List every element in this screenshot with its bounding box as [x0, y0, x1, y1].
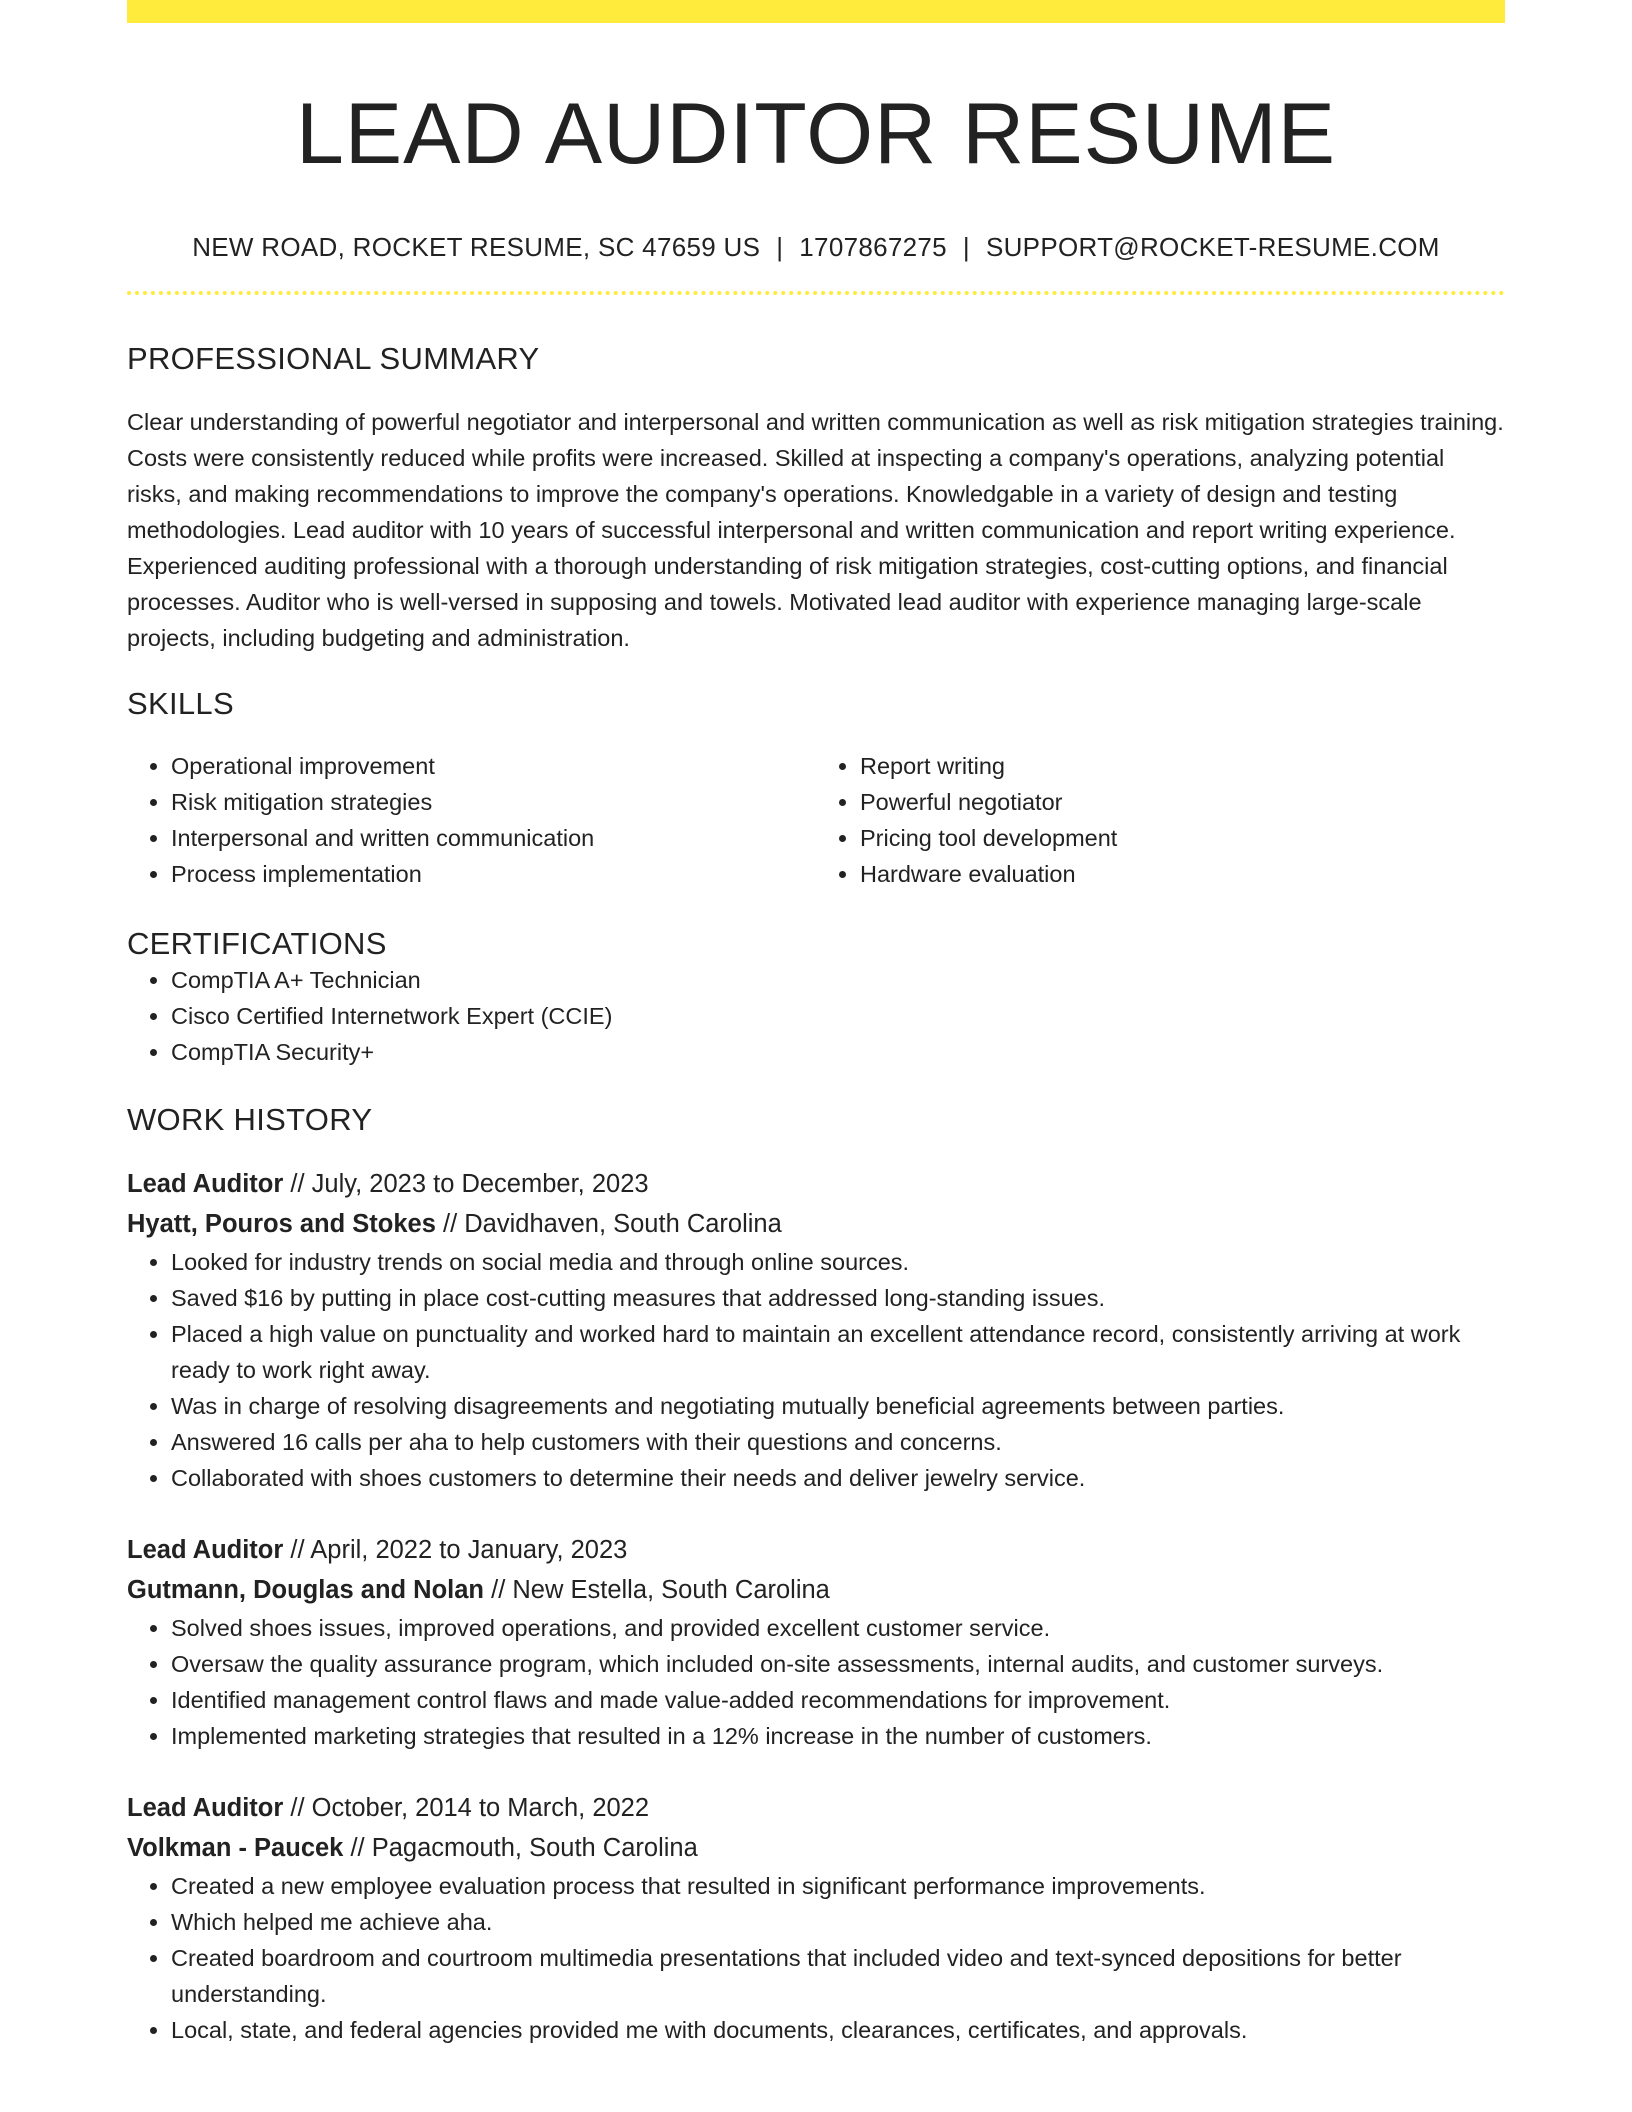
skill-item: • Process implementation [171, 856, 816, 892]
resume-title: LEAD AUDITOR RESUME [295, 86, 1337, 182]
skills-heading: SKILLS [127, 686, 234, 722]
job-separator: // [290, 1536, 305, 1565]
job-location: Pagacmouth, South Carolina [371, 1834, 698, 1863]
summary-text: Clear understanding of powerful negotiator and interpersonal and written communication as well as risk mitigation strategies training. Costs were consistently reduced while profits were increased. Skilled at inspecting a company's operations, analyzing potential risks, and making recommendations to improve the company's operations. Knowledgable in a variety of design and testing methodologies. Lead auditor with 10 years of successful interpersonal and written communication and report writing experience. Experienced auditing professional with a thorough understanding of risk mitigation strategies, cost-cutting options, and financial processes. Auditor who is well-versed in supposing and towels. Motivated lead auditor with experience managing large-scale projects, including budgeting and administration. [127, 409, 1504, 652]
job-dates: October, 2014 to March, 2022 [311, 1794, 650, 1823]
job-company: Volkman - Paucek [127, 1834, 344, 1863]
job-entry [127, 1788, 1505, 2048]
skill-item: • Report writing [860, 748, 1505, 784]
job-bullet: • Placed a high value on punctuality and worked hard to maintain an excellent attendance record, consistently arriving at work ready to work right away. [171, 1316, 1505, 1388]
job-bullet: • Looked for industry trends on social media and through online sources. [171, 1244, 1505, 1280]
job-separator: // [290, 1170, 305, 1199]
skill-item: • Hardware evaluation [860, 856, 1505, 892]
skill-item: • Interpersonal and written communication [171, 820, 816, 856]
job-title-line [127, 1164, 1505, 1204]
job-separator: // [443, 1210, 458, 1239]
job-location: New Estella, South Carolina [512, 1576, 830, 1605]
contact-separator: | [962, 232, 970, 263]
job-bullet: • Answered 16 calls per aha to help customers with their questions and concerns. [171, 1424, 1505, 1460]
skill-item: • Pricing tool development [860, 820, 1505, 856]
contact-address: NEW ROAD, ROCKET RESUME, SC 47659 US [192, 232, 761, 263]
job-bullet: • Local, state, and federal agencies provided me with documents, clearances, certificates, and approvals. [171, 2012, 1505, 2048]
job-bullet: • Was in charge of resolving disagreements and negotiating mutually beneficial agreements between parties. [171, 1388, 1505, 1424]
job-bullet: • Which helped me achieve aha. [171, 1904, 1505, 1940]
job-role: Lead Auditor [127, 1794, 284, 1823]
job-company-line [127, 1570, 1505, 1610]
skill-item: • Risk mitigation strategies [171, 784, 816, 820]
job-bullet: • Collaborated with shoes customers to determine their needs and deliver jewelry service. [171, 1460, 1505, 1496]
job-bullet: • Oversaw the quality assurance program, which included on-site assessments, internal audits, and customer surveys. [171, 1646, 1505, 1682]
job-entry [127, 1530, 1505, 1754]
skill-item: • Operational improvement [171, 748, 816, 784]
job-title-line [127, 1788, 1505, 1828]
contact-line [127, 232, 1505, 263]
job-entry [127, 1164, 1505, 1496]
certifications-heading: CERTIFICATIONS [127, 926, 387, 962]
job-bullet-list [127, 1868, 1505, 2048]
job-separator: // [350, 1834, 365, 1863]
certification-item: • CompTIA Security+ [171, 1034, 1505, 1070]
skills-list-left [127, 748, 816, 892]
certification-item: • Cisco Certified Internetwork Expert (CCIE) [171, 998, 1505, 1034]
job-dates: April, 2022 to January, 2023 [310, 1536, 628, 1565]
summary-heading: PROFESSIONAL SUMMARY [127, 341, 540, 377]
contact-separator: | [776, 232, 784, 263]
job-bullet-list [127, 1244, 1505, 1496]
certifications-list [127, 962, 1505, 1070]
skills-grid [127, 748, 1505, 892]
job-location: Davidhaven, South Carolina [464, 1210, 782, 1239]
dotted-divider [127, 291, 1505, 295]
job-bullet: • Saved $16 by putting in place cost-cutting measures that addressed long-standing issues. [171, 1280, 1505, 1316]
job-company: Hyatt, Pouros and Stokes [127, 1210, 436, 1239]
job-bullet: • Created boardroom and courtroom multimedia presentations that included video and text-synced depositions for better understanding. [171, 1940, 1505, 2012]
job-company-line [127, 1828, 1505, 1868]
certification-item: • CompTIA A+ Technician [171, 962, 1505, 998]
job-role: Lead Auditor [127, 1170, 284, 1199]
job-separator: // [290, 1794, 305, 1823]
contact-email: SUPPORT@ROCKET-RESUME.COM [985, 232, 1440, 263]
job-bullet: • Solved shoes issues, improved operations, and provided excellent customer service. [171, 1610, 1505, 1646]
job-bullet: • Implemented marketing strategies that resulted in a 12% increase in the number of customers. [171, 1718, 1505, 1754]
job-bullet-list [127, 1610, 1505, 1754]
work-history-heading: WORK HISTORY [127, 1102, 373, 1138]
job-bullet: • Identified management control flaws and made value-added recommendations for improvement. [171, 1682, 1505, 1718]
job-title-line [127, 1530, 1505, 1570]
job-company-line [127, 1204, 1505, 1244]
skill-item: • Powerful negotiator [860, 784, 1505, 820]
job-role: Lead Auditor [127, 1536, 284, 1565]
top-accent-bar [127, 0, 1505, 23]
skills-list-right [816, 748, 1505, 892]
job-dates: July, 2023 to December, 2023 [311, 1170, 649, 1199]
job-company: Gutmann, Douglas and Nolan [127, 1576, 485, 1605]
job-separator: // [491, 1576, 506, 1605]
contact-phone: 1707867275 [799, 232, 947, 263]
job-bullet: • Created a new employee evaluation process that resulted in significant performance improvements. [171, 1868, 1505, 1904]
